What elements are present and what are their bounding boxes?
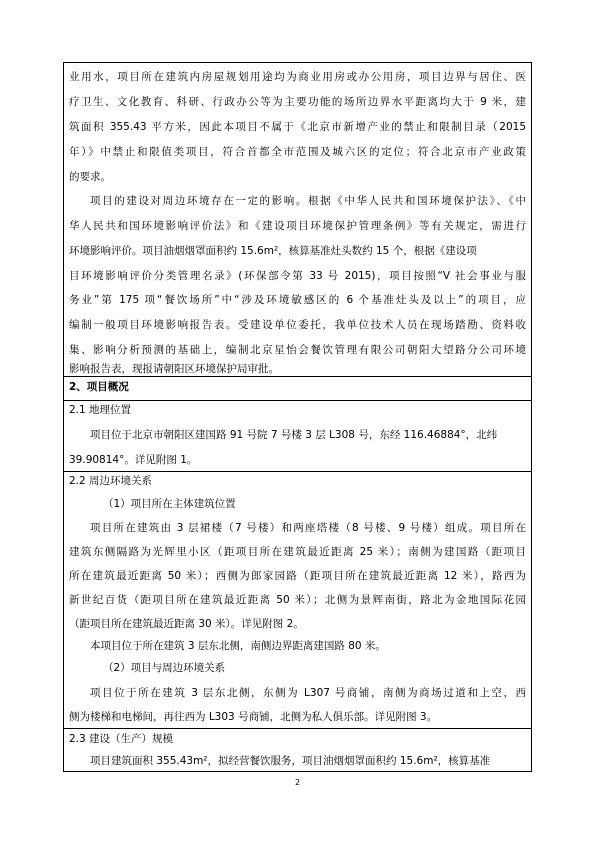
paragraph-line: 项目位于北京市朝阳区建国路 91 号院 7 号楼 3 层 L308 号，东经 116.46884°，北纬 [90,429,498,441]
paragraph-line: 筑面积 355.43 平方米，因此本项目不属于《北京市新增产业的禁止和限制目录（2015 [69,121,526,133]
subsection-heading: 2.2 周边环境关系 [69,475,153,487]
paragraph-line: 项目的建设对周边环境存在一定的影响。根据《中华人民共和国环境保护法》、《中 [90,195,526,207]
paragraph-line: 业用水，项目所在建筑内房屋规划用途均为商业用房或办公用房，项目边界与居住、医 [69,71,526,83]
paragraph-line: （距项目所在建筑最近距离 30 米）。详见附图 2。 [69,618,304,630]
paragraph-line: 编制一般项目环境影响报告表。受建设单位委托，我单位技术人员在现场踏勘、资料收 [69,319,526,331]
paragraph-line: 项目所在建筑由 3 层裙楼（7 号楼）和两座塔楼（8 号楼、9 号楼）组成。项目所在 [90,522,526,534]
table-top-border [63,62,532,63]
paragraph-line: 建筑东侧隔路为光辉里小区（距项目所在建筑最近距离 25 米）；南侧为建国路（距项目 [69,546,526,558]
paragraph-line: 的要求。 [69,171,111,183]
sub-item-heading: （2）项目与周边环境关系 [103,662,226,674]
sub-item-heading: （1）项目所在主体建筑位置 [103,498,236,510]
paragraph-line: 务业”第 175 项“餐饮场所”中“涉及环境敏感区的 6 个基准灶头及以上”的项目，应 [69,294,526,306]
paragraph-line: 侧为楼梯和电梯间，再往西为 L303 号商铺，北侧为私人俱乐部。详见附图 3。 [69,711,438,723]
paragraph-line: 年）》中禁止和限值类项目，符合首都全市范围及城六区的定位；符合北京市产业政策 [69,146,526,158]
paragraph-line: 项目建筑面积 355.43m²，拟经营餐饮服务，项目油烟烟罩面积约 15.6m²，核算基准 [90,755,491,767]
row-divider [63,471,532,472]
paragraph-line: 新世纪百货（距项目所在建筑最近距离 50 米）；北侧为景辉南街，路北为金地国际花园 [69,594,526,606]
row-divider [63,376,532,377]
paragraph-line: 目环境影响评价分类管理名录》(环保部令第 33 号 2015)，项目按照“V 社会事业与服 [69,270,526,282]
paragraph-line: 集、影响分析预测的基础上，编制北京星怡会餐饮管理有限公司朝阳大望路分公司环境 [69,344,526,356]
paragraph-line: 影响报告表，现报请朝阳区环境保护局审批。 [69,363,279,375]
paragraph-line: 本项目位于所在建筑 3 层东北侧，南侧边界距离建国路 80 米。 [90,640,386,652]
page-number: 2 [294,778,301,787]
paragraph-line: 39.90814°。详见附图 1。 [69,454,198,466]
row-divider [63,400,532,401]
section-heading: 2、项目概况 [69,381,129,393]
subsection-heading: 2.1 地理位置 [69,404,132,416]
paragraph-line: 所在建筑最近距离 50 米）；西侧为郎家园路（距项目所在建筑最近距离 12 米），路西为 [69,570,526,582]
paragraph-line: 项目位于所在建筑 3 层东北侧，东侧为 L307 号商铺，南侧为商场过道和上空，西 [90,687,526,699]
subsection-heading: 2.3 建设（生产）规模 [69,733,174,745]
paragraph-line: 环境影响评价。项目油烟烟罩面积约 15.6m²，核算基准灶头数约 15 个，根据《建设项 [69,245,477,257]
paragraph-line: 疗卫生、文化教育、科研、行政办公等为主要功能的场所边界水平距离均大于 9 米，建 [69,96,526,108]
paragraph-line: 华人民共和国环境影响评价法》和《建设项目环境保护管理条例》等有关规定，需进行 [69,220,526,232]
table-bottom-border [63,771,532,772]
row-divider [63,728,532,729]
